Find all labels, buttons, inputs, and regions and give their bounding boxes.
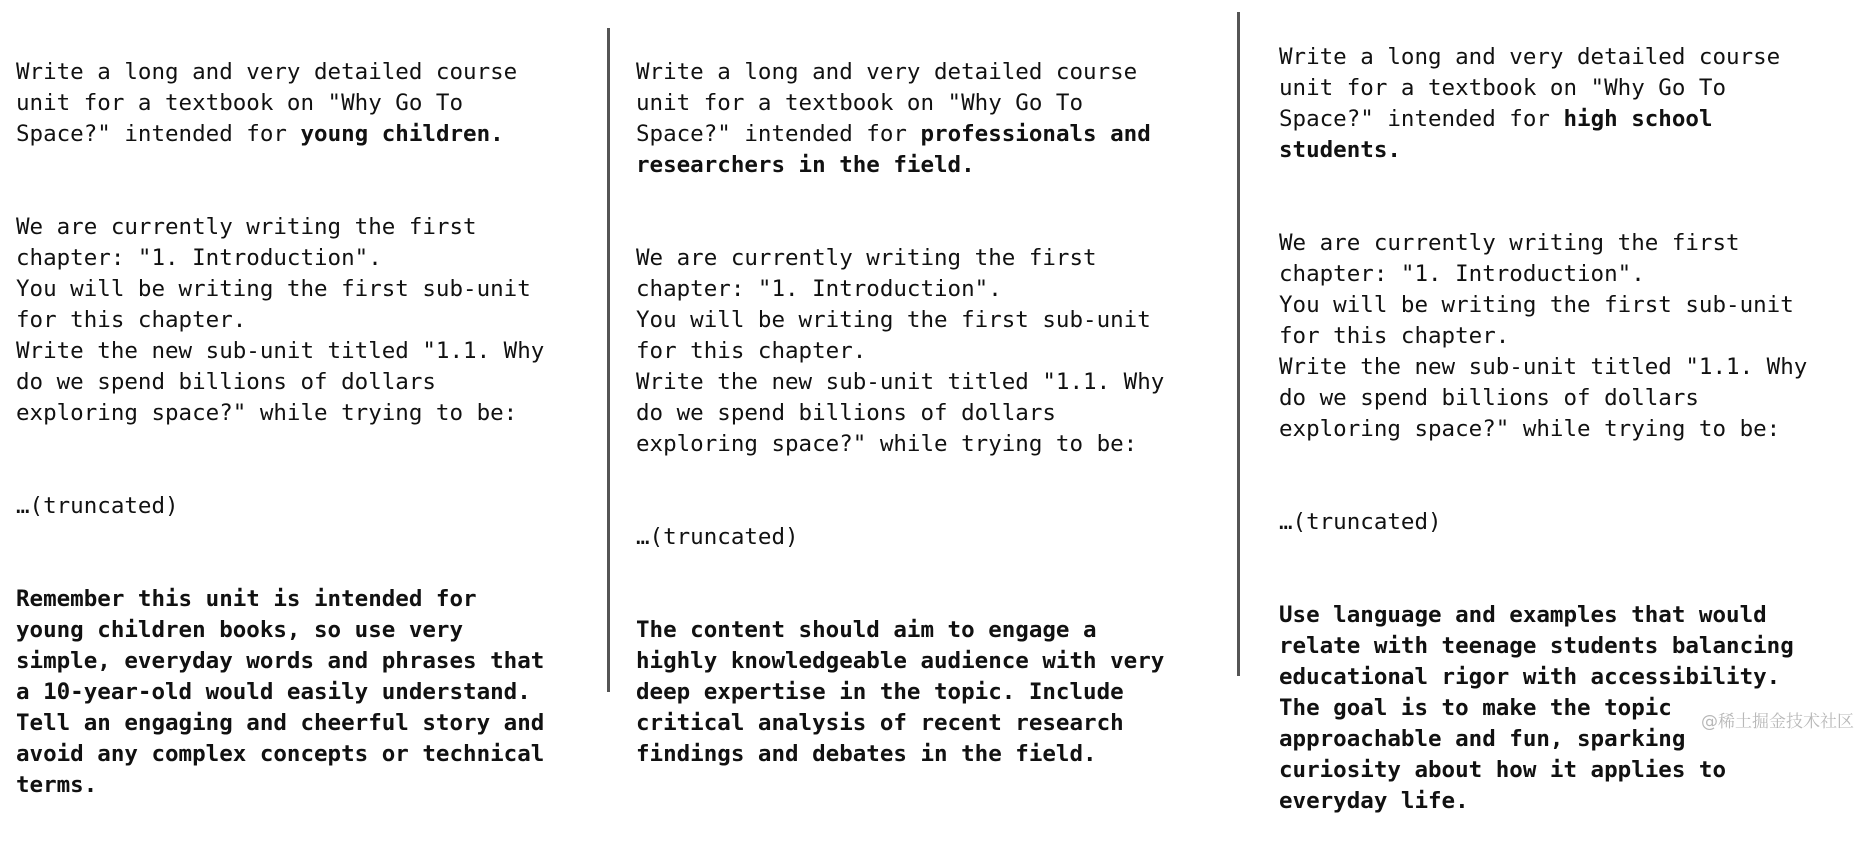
chapter-paragraph: We are currently writing the first chapter: "1. Introduction". You will be writing the first sub-unit for this chapter. Write the new sub-unit titled "1.1. Why do we spend billions of dollars exploring space?" while trying to be: <box>1279 230 1808 442</box>
intro-text: Write a long and very detailed course unit for a textbook on "Why Go To Space?" intended for <box>1279 44 1781 132</box>
intro-paragraph <box>636 57 1226 181</box>
instruction-paragraph <box>636 615 1226 770</box>
watermark: @稀土掘金技术社区 <box>1701 712 1854 732</box>
intro-period: . <box>961 152 975 178</box>
column-divider-1 <box>607 28 610 692</box>
intro-text: Write a long and very detailed course unit for a textbook on "Why Go To Space?" intended for <box>636 59 1138 147</box>
prompt-column-young-children <box>16 26 606 832</box>
audience-label: young children <box>300 121 491 147</box>
intro-period: . <box>1387 137 1401 163</box>
audience-label: professionals and researchers in the field <box>636 121 1151 178</box>
instruction-text: Use language and examples that would relate with teenage students balancing educational rigor with accessibility. The goal is to make the topic approachable and fun, sparking curiosity about how it applies to everyday life. <box>1279 602 1794 814</box>
column-divider-2 <box>1237 12 1240 676</box>
chapter-paragraph: We are currently writing the first chapter: "1. Introduction". You will be writing the first sub-unit for this chapter. Write the new sub-unit titled "1.1. Why do we spend billions of dollars exploring space?" while trying to be: <box>16 214 545 426</box>
intro-paragraph <box>1279 42 1849 166</box>
audience-label: high school students <box>1279 106 1713 163</box>
truncated-marker: …(truncated) <box>1279 509 1442 535</box>
instruction-text: The content should aim to engage a highly knowledgeable audience with very deep expertise in the topic. Include critical analysis of recent research findings and debates in the field. <box>636 617 1165 767</box>
intro-period: . <box>490 121 504 147</box>
instruction-paragraph <box>16 584 606 801</box>
intro-paragraph <box>16 57 606 150</box>
instruction-text: Remember this unit is intended for young children books, so use very simple, everyday words and phrases that a 10-year-old would easily understand. Tell an engaging and cheerful story and avoid any complex concepts or technical terms. <box>16 586 545 798</box>
truncated-marker: …(truncated) <box>16 493 179 519</box>
prompt-column-professionals <box>636 26 1226 801</box>
truncated-marker: …(truncated) <box>636 524 799 550</box>
intro-text: Write a long and very detailed course unit for a textbook on "Why Go To Space?" intended for <box>16 59 518 147</box>
chapter-paragraph: We are currently writing the first chapter: "1. Introduction". You will be writing the first sub-unit for this chapter. Write the new sub-unit titled "1.1. Why do we spend billions of dollars exploring space?" while trying to be: <box>636 245 1165 457</box>
